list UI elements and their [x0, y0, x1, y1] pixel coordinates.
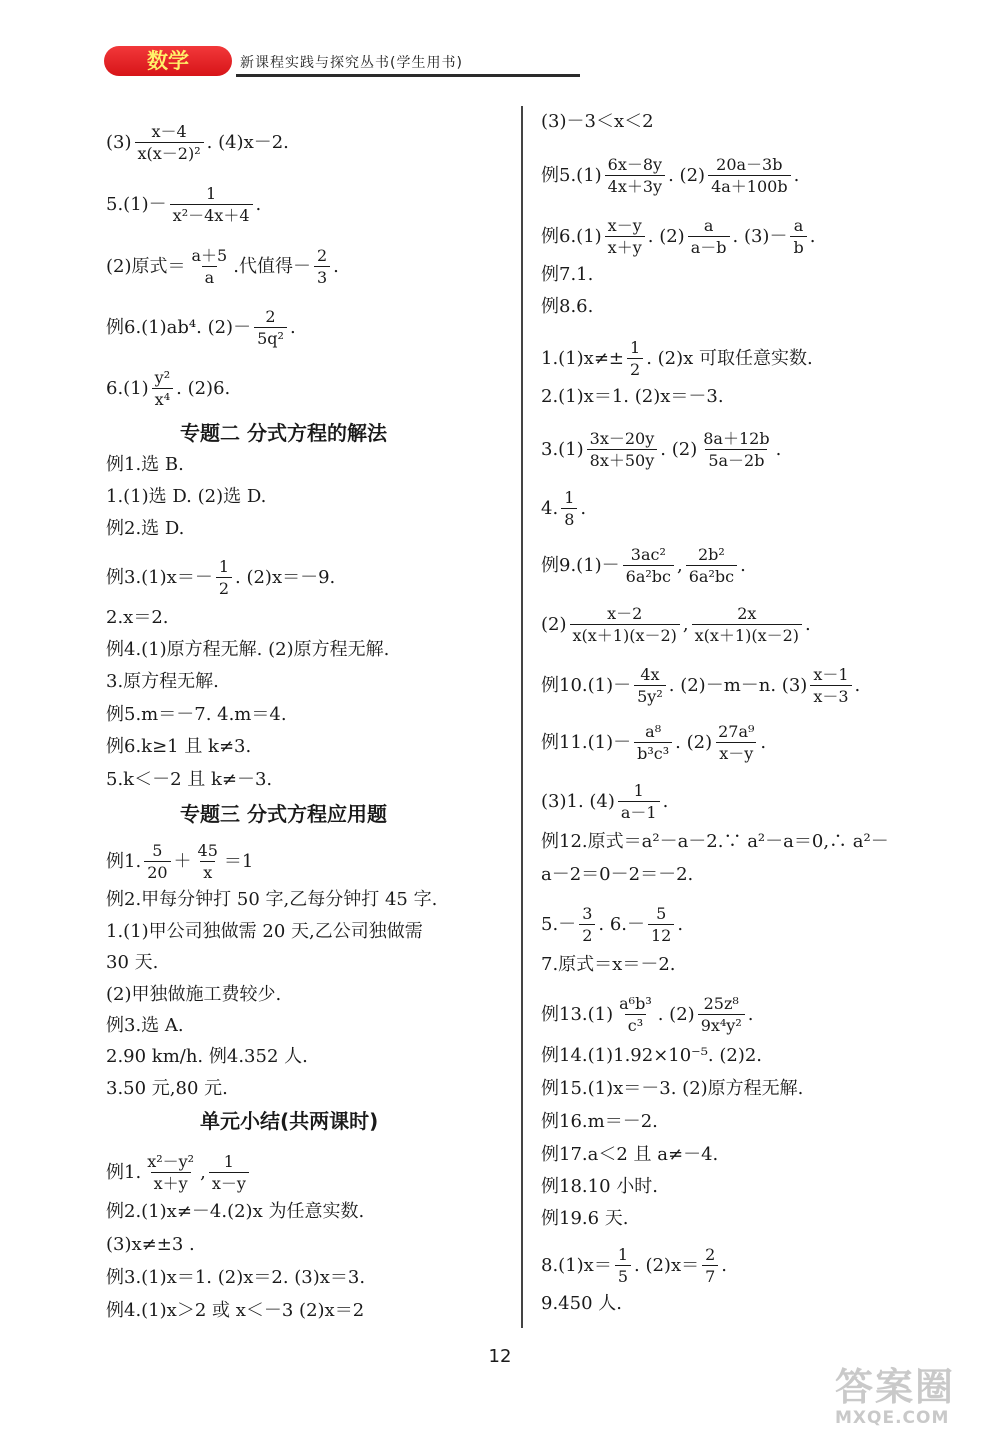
fraction	[189, 246, 231, 287]
numerator: 8a＋12b	[703, 429, 770, 448]
denominator: x－y	[209, 1172, 249, 1193]
answer-line: 7.原式＝x＝－2.	[541, 954, 676, 975]
denominator: 5q²	[254, 327, 287, 348]
answer-line: 例5.m＝－7. 4.m＝4.	[106, 704, 287, 725]
text: 例6.(1)ab⁴. (2)－	[106, 316, 252, 338]
answer-line	[541, 338, 813, 379]
text: .	[793, 164, 800, 186]
fraction	[634, 665, 666, 706]
text: .	[289, 316, 296, 338]
answer-line	[541, 665, 860, 706]
numerator: 2	[705, 1245, 716, 1264]
denominator: 9x⁴y²	[698, 1014, 745, 1035]
text: .	[721, 1254, 728, 1276]
text: . (2)x 可取任意实数.	[646, 347, 813, 369]
denominator: 8x＋50y	[587, 449, 658, 470]
answer-line: 1.(1)选 D. (2)选 D.	[106, 486, 267, 507]
numerator: 1	[630, 338, 641, 357]
fraction	[700, 429, 772, 470]
text: . (2)	[675, 731, 713, 753]
fraction	[144, 1152, 197, 1193]
denominator: a	[202, 266, 218, 287]
denominator: x(x－2)²	[135, 142, 204, 163]
fraction	[135, 122, 204, 163]
denominator: 5a－2b	[705, 449, 767, 470]
fraction	[615, 1245, 631, 1286]
denominator: x²－4x＋4	[170, 204, 253, 225]
fraction	[790, 216, 806, 257]
numerator: 27a⁹	[718, 722, 755, 741]
numerator: 25z⁸	[703, 994, 739, 1013]
text: .	[677, 913, 684, 935]
text: 3.(1)	[541, 438, 584, 460]
answer-line: 例2.甲每分钟打 50 字,乙每分钟打 45 字.	[106, 889, 438, 910]
series-title: 新课程实践与探究丛书(学生用书)	[240, 55, 463, 71]
denominator: a－b	[688, 236, 730, 257]
numerator: x²－y²	[147, 1152, 195, 1171]
text: . 6.－	[598, 913, 645, 935]
answer-line: (3)－3＜x＜2	[541, 111, 654, 132]
header-rule	[236, 74, 580, 77]
fraction	[627, 338, 643, 379]
denominator: x(x＋1)(x－2)	[570, 624, 680, 645]
text: .	[760, 731, 767, 753]
fraction	[692, 604, 802, 645]
numerator: 20a－3b	[716, 155, 783, 174]
answer-line	[541, 1245, 727, 1286]
numerator: 6x－8y	[607, 155, 663, 174]
text: ,	[200, 1161, 206, 1183]
fraction	[570, 604, 680, 645]
fraction	[708, 155, 791, 196]
denominator: 4x＋3y	[605, 175, 665, 196]
numerator: 3ac²	[630, 545, 666, 564]
numerator: a	[793, 216, 804, 235]
denominator: 5y²	[634, 685, 666, 706]
text: . (2)x＝	[634, 1254, 700, 1276]
text: 5.(1)－	[106, 193, 167, 215]
answer-line: 30 天.	[106, 952, 159, 973]
answer-line: 例3.(1)x＝1. (2)x＝2. (3)x＝3.	[106, 1267, 366, 1288]
numerator: 1	[205, 184, 217, 203]
watermark-site: MXQE.COM	[835, 1408, 950, 1428]
watermark-logo	[835, 1366, 995, 1440]
answer-line	[541, 604, 811, 645]
numerator: 3x－20y	[589, 429, 655, 448]
denominator: 20	[144, 861, 170, 882]
answer-line: 例4.(1)x＞2 或 x＜－3 (2)x＝2	[106, 1300, 365, 1321]
numerator: a⁸	[645, 722, 662, 741]
denominator: 6a²bc	[686, 565, 737, 586]
text: 例11.(1)－	[541, 731, 632, 753]
fraction	[144, 841, 170, 882]
section-heading: 专题二 分式方程的解法	[180, 421, 387, 445]
answer-line: 2.x＝2.	[106, 607, 169, 628]
text: . (2)6.	[176, 377, 231, 399]
numerator: 2	[265, 307, 276, 326]
text: ＋	[173, 850, 192, 872]
text: .	[775, 438, 782, 460]
numerator: 2x	[737, 604, 757, 623]
answer-line	[541, 722, 766, 763]
fraction	[616, 994, 655, 1035]
answer-line: 2.90 km/h. 例4.352 人.	[106, 1046, 308, 1067]
answer-line: 例15.(1)x＝－3. (2)原方程无解.	[541, 1078, 804, 1099]
fraction	[810, 665, 851, 706]
answer-line: 例19.6 天.	[541, 1208, 629, 1229]
fraction	[702, 1245, 718, 1286]
numerator: y²	[154, 368, 171, 387]
text: 例6.(1)	[541, 225, 602, 247]
text: .	[747, 1003, 754, 1025]
denominator: 6a²bc	[623, 565, 674, 586]
text: . (2)	[657, 1003, 695, 1025]
numerator: 1	[633, 781, 644, 800]
denominator: x－3	[810, 685, 851, 706]
text: .代值得－	[233, 255, 311, 277]
text: 例1.	[106, 1161, 142, 1183]
numerator: x－4	[151, 122, 187, 141]
numerator: 2b²	[698, 545, 725, 564]
answer-line: 3.原方程无解.	[106, 671, 219, 692]
denominator: b	[790, 236, 806, 257]
answer-line: 1.(1)甲公司独做需 20 天,乙公司独做需	[106, 921, 423, 942]
denominator: b³c³	[634, 742, 672, 763]
fraction	[152, 368, 173, 409]
text: .	[333, 255, 339, 277]
text: .	[809, 225, 816, 247]
answer-line: 例2.选 D.	[106, 518, 185, 539]
fraction	[195, 841, 221, 882]
fraction	[587, 429, 658, 470]
fraction	[688, 216, 730, 257]
denominator: 5	[615, 1265, 631, 1286]
answer-line: 例7.1.	[541, 264, 594, 285]
answer-line: 例18.10 小时.	[541, 1176, 658, 1197]
answer-line	[541, 904, 683, 945]
answer-line: 例14.(1)1.92×10⁻⁵. (2)2.	[541, 1045, 763, 1066]
text: 6.(1)	[106, 377, 149, 399]
denominator: a－1	[618, 801, 660, 822]
text: . (2)	[647, 225, 685, 247]
fraction	[216, 557, 232, 598]
text: 1.(1)x≠±	[541, 347, 624, 369]
denominator: 2	[579, 924, 595, 945]
denominator: x⁴	[152, 388, 173, 409]
text: .	[805, 613, 811, 635]
denominator: 2	[216, 577, 232, 598]
answer-line	[541, 488, 586, 529]
fraction	[605, 155, 665, 196]
numerator: x－1	[813, 665, 849, 684]
fraction	[579, 904, 595, 945]
text: ＝1	[223, 850, 254, 872]
text: ,	[682, 613, 689, 635]
answer-line	[106, 246, 339, 287]
answer-line: 9.450 人.	[541, 1293, 622, 1314]
answer-line: 例6.k≥1 且 k≠3.	[106, 736, 252, 757]
answer-line	[541, 216, 815, 257]
fraction	[623, 545, 674, 586]
section-heading: 单元小结(共两课时)	[200, 1109, 379, 1133]
text: 例13.(1)	[541, 1003, 614, 1025]
answer-line	[106, 557, 335, 598]
column-divider	[521, 106, 523, 1328]
text: ,	[677, 554, 683, 576]
text: . (2)	[660, 438, 698, 460]
section-heading: 专题三 分式方程应用题	[180, 802, 387, 826]
text: 例5.(1)	[541, 164, 602, 186]
answer-line: a－2＝0－2＝－2.	[541, 864, 694, 885]
text: . (2)－m－n. (3)	[668, 674, 808, 696]
denominator: x＋y	[605, 236, 645, 257]
numerator: a⁶b³	[619, 994, 652, 1013]
numerator: 45	[197, 841, 218, 860]
answer-line	[106, 841, 253, 882]
denominator: x－y	[716, 742, 756, 763]
denominator: x＋y	[151, 1172, 191, 1193]
text: 例3.(1)x＝－	[106, 566, 213, 588]
page-number: 12	[488, 1346, 512, 1367]
text: (2)	[541, 613, 567, 635]
numerator: 3	[582, 904, 593, 923]
numerator: 4x	[640, 665, 660, 684]
answer-line: 3.50 元,80 元.	[106, 1078, 228, 1099]
answer-line	[106, 184, 261, 225]
text: . (3)－	[732, 225, 788, 247]
fraction	[254, 307, 287, 348]
fraction	[605, 216, 645, 257]
subject-badge: 数学	[104, 46, 232, 76]
text: 5.－	[541, 913, 577, 935]
answer-line	[106, 368, 230, 409]
fraction	[686, 545, 737, 586]
answer-line	[106, 307, 296, 348]
answer-line: 例4.(1)原方程无解. (2)原方程无解.	[106, 639, 390, 660]
denominator: x	[200, 861, 215, 882]
denominator: c³	[625, 1014, 646, 1035]
answer-line	[541, 545, 746, 586]
text: . (2)	[668, 164, 706, 186]
answer-line	[106, 1152, 252, 1193]
text: (3)1. (4)	[541, 790, 615, 812]
fraction	[648, 904, 674, 945]
numerator: 1	[223, 1152, 234, 1171]
answer-line: 例3.选 A.	[106, 1015, 184, 1036]
numerator: x－y	[607, 216, 642, 235]
denominator: 2	[627, 358, 643, 379]
text: (3)	[106, 131, 132, 153]
text: . (2)x＝－9.	[235, 566, 336, 588]
answer-line: 例1.选 B.	[106, 454, 184, 475]
text: 例10.(1)－	[541, 674, 632, 696]
text: .	[662, 790, 669, 812]
text: (2)原式＝	[106, 255, 186, 277]
numerator: x－2	[607, 604, 643, 623]
fraction	[170, 184, 253, 225]
answer-line: 例8.6.	[541, 296, 594, 317]
text: 例1.	[106, 850, 142, 872]
answer-line	[541, 429, 781, 470]
answer-line: (3)x≠±3 .	[106, 1234, 195, 1255]
text: 例9.(1)－	[541, 554, 620, 576]
numerator: 1	[218, 557, 230, 576]
fraction	[314, 246, 330, 287]
numerator: 2	[316, 246, 328, 265]
numerator: 1	[564, 488, 575, 507]
text: .	[740, 554, 746, 576]
denominator: x(x＋1)(x－2)	[692, 624, 802, 645]
denominator: 8	[561, 508, 577, 529]
fraction	[698, 994, 745, 1035]
answer-line: 例16.m＝－2.	[541, 1111, 658, 1132]
text: 8.(1)x＝	[541, 1254, 612, 1276]
text: 4.	[541, 497, 559, 519]
answer-line: (2)甲独做施工费较少.	[106, 984, 282, 1005]
fraction	[618, 781, 660, 822]
page-header	[104, 40, 479, 80]
fraction	[561, 488, 577, 529]
numerator: a＋5	[191, 246, 228, 265]
text: . (4)x－2.	[206, 131, 289, 153]
answer-line: 例2.(1)x≠－4.(2)x 为任意实数.	[106, 1201, 365, 1222]
answer-line	[541, 781, 668, 822]
text: .	[255, 193, 262, 215]
watermark-text: 答案圈	[835, 1365, 956, 1409]
numerator: 1	[617, 1245, 629, 1264]
denominator: 7	[702, 1265, 718, 1286]
answer-line	[106, 122, 289, 163]
denominator: 4a＋100b	[708, 175, 791, 196]
answer-line	[541, 155, 799, 196]
denominator: 3	[314, 266, 330, 287]
numerator: a	[703, 216, 714, 235]
numerator: 5	[656, 904, 667, 923]
numerator: 5	[152, 841, 163, 860]
answer-line: 例12.原式＝a²－a－2.∵ a²－a＝0,∴ a²－	[541, 831, 889, 852]
answer-line: 2.(1)x＝1. (2)x＝－3.	[541, 386, 724, 407]
text: .	[854, 674, 861, 696]
answer-line	[541, 994, 754, 1035]
text: .	[580, 497, 587, 519]
fraction	[634, 722, 672, 763]
answer-line: 5.k＜－2 且 k≠－3.	[106, 769, 273, 790]
answer-line: 例17.a＜2 且 a≠－4.	[541, 1144, 719, 1165]
denominator: 12	[648, 924, 674, 945]
fraction	[715, 722, 757, 763]
fraction	[209, 1152, 249, 1193]
